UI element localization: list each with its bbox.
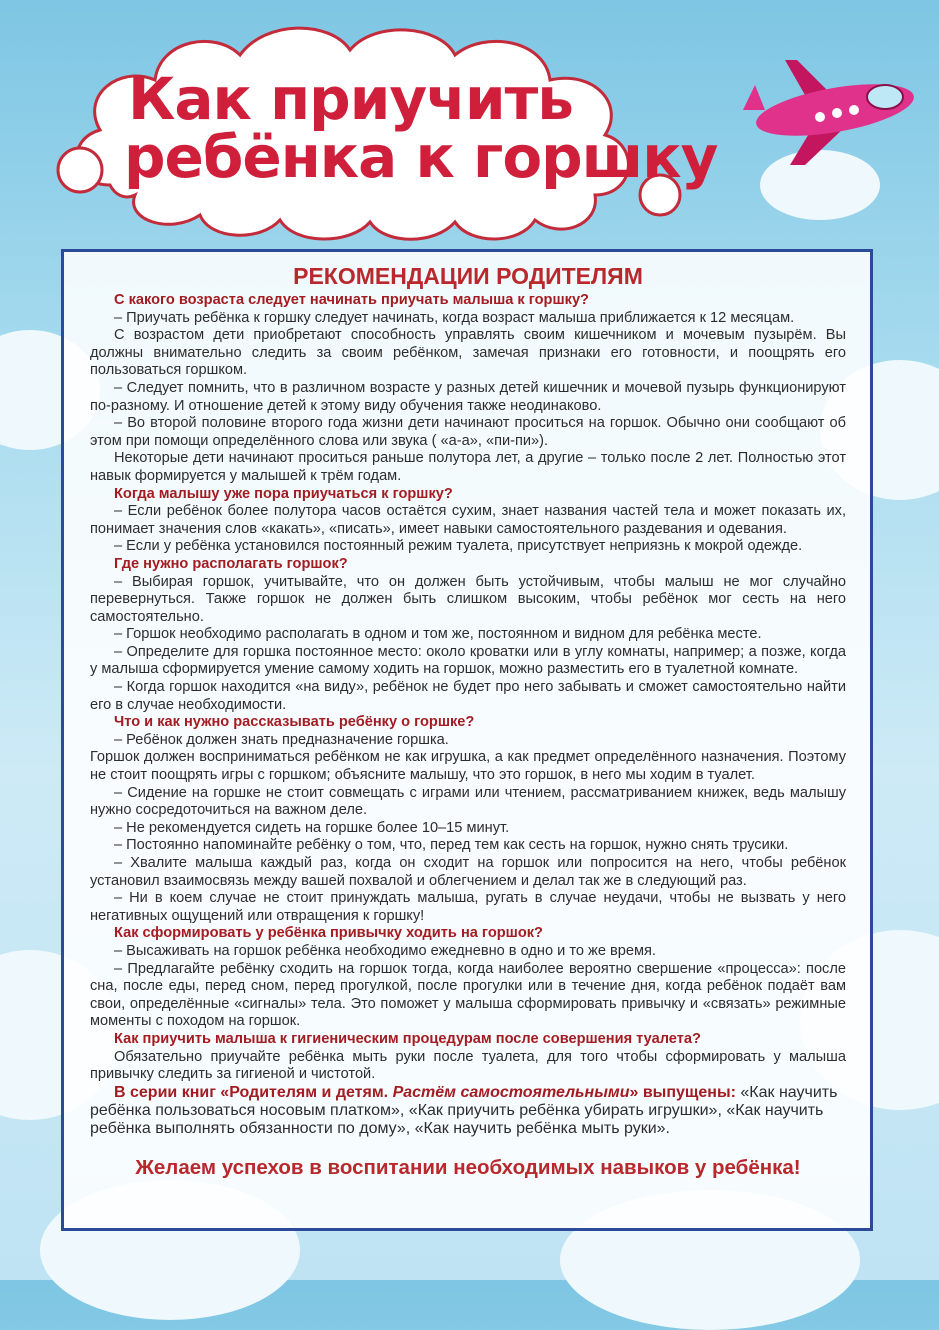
paragraph: – Высаживать на горшок ребёнка необходимо ежедневно в одно и то же время. — [114, 942, 656, 959]
book-series-name: Растём самостоятельными — [392, 1083, 630, 1101]
paragraph: – Предлагайте ребёнку сходить на горшок тогда, когда наиболее вероятно свершение «процесса»: после сна, после еды, перед сном, перед прогулкой, после прогулки или в течение дня, когда ребёнок подаёт вам свои, определённые «сигналы» тела. Это поможет у малыша сформировать привычку и «связать» режимные моменты с походом на горшок. — [90, 960, 846, 1030]
book-series-lead: В серии книг «Родителям и детям. — [114, 1083, 393, 1101]
paragraph: – Следует помнить, что в различном возрасте у разных детей кишечник и мочевой пузырь функционируют по-разному. И отношение детей к этому виду обучения также неодинаково. — [90, 379, 846, 414]
paragraph: – Горшок необходимо располагать в одном и том же, постоянном и видном для ребёнка месте. — [114, 626, 762, 643]
paragraph: – Во второй половине второго года жизни дети начинают проситься на горшок. Обычно они сообщают об этом при помощи определённого слова или звука ( «а-а», «пи-пи»). — [90, 415, 846, 449]
question-heading: Как сформировать у ребёнка привычку ходить на горшок? — [114, 925, 543, 942]
title-line-2: ребёнка к горшку — [124, 123, 718, 191]
question-heading: С какого возраста следует начинать приучать малыша к горшку? — [114, 292, 589, 308]
closing-wish: Желаем успехов в воспитании необходимых навыков у ребёнка! — [135, 1155, 801, 1179]
paragraph: – Выбирая горшок, учитывайте, что он должен быть устойчивым, чтобы малыш не мог случайно перевернуться. Также горшок не должен быть слишком высоким, чтобы ребёнок мог сесть на него самостоятельно. — [90, 573, 846, 625]
paragraph: – Ни в коем случае не стоит принуждать малыша, ругать в случае неудачи, чтобы не вызвать у него негативных ощущений или отвращения к горшку! — [90, 890, 846, 924]
paragraph: – Когда горшок находится «на виду», ребёнок не будет про него забывать и сможет самостоятельно найти его в случае необходимости. — [90, 679, 846, 713]
paragraph: – Хвалите малыша каждый раз, когда он сходит на горшок или попросится на него, чтобы ребёнок установил взаимосвязь между вашей похвалой и облегчением и делал так же в следующий раз. — [90, 855, 846, 889]
question-heading: Где нужно располагать горшок? — [114, 555, 348, 572]
book-series-note — [90, 1084, 846, 1138]
book-series-lead-end: » выпущены: — [629, 1083, 736, 1101]
paragraph: – Приучать ребёнка к горшку следует начинать, когда возраст малыша приближается к 12 месяцам. — [114, 309, 795, 326]
recommendations-text — [90, 292, 846, 1084]
paragraph: Горшок должен восприниматься ребёнком не как игрушка, а как предмет определённого назначения. Поэтому не стоит поощрять игры с горшком; объясните малышу, что это горшок, в него мы ходим в туалет. — [90, 749, 846, 784]
question-heading: Как приучить малыша к гигиеническим процедурам после совершения туалета? — [114, 1030, 701, 1047]
airplane-icon — [735, 55, 925, 175]
question-heading: Когда малышу уже пора приучаться к горшку? — [114, 485, 453, 502]
paragraph: – Сидение на горшке не стоит совмещать с играми или чтением, рассматриванием книжек, ведь малышу нужно сосредоточиться на важном деле. — [90, 784, 846, 819]
title-line-1: Как приучить — [128, 65, 573, 133]
paragraph: – Если ребёнок более полутора часов остаётся сухим, знает названия частей тела и может показать их, понимает значения слов «какать», «писать», имеет навыки самостоятельного раздевания и одевания. — [90, 503, 846, 537]
paragraph: – Постоянно напоминайте ребёнку о том, что, перед тем как сесть на горшок, нужно снять трусики. — [114, 837, 789, 854]
paragraph: – Определите для горшка постоянное место: около кроватки или в углу комнаты, например; а позже, когда у малыша сформируется умение самому ходить на горшок, можно разместить его в туалетной комнате. — [90, 643, 846, 678]
recommendations-panel — [61, 249, 873, 1231]
paragraph: С возрастом дети приобретают способность управлять своим кишечником и мочевым пузырём. Вы должны внимательно следить за своим ребёнком, замечая признаки его готовности, и поощрять его пользоваться горшком. — [90, 327, 846, 379]
paragraph: Некоторые дети начинают проситься раньше полутора лет, а другие – только после 2 лет. Полностью этот навык формируется у малышей к трём годам. — [90, 450, 846, 484]
paragraph: – Ребёнок должен знать предназначение горшка. — [114, 731, 449, 748]
paragraph: Обязательно приучайте ребёнка мыть руки после туалета, для того чтобы сформировать у малыша привычку следить за гигиеной и чистотой. — [90, 1048, 846, 1083]
paragraph: – Если у ребёнка установился постоянный режим туалета, присутствует неприязнь к мокрой одежде. — [114, 538, 803, 555]
paragraph: – Не рекомендуется сидеть на горшке более 10–15 минут. — [114, 819, 510, 836]
page-title — [124, 65, 718, 191]
question-heading: Что и как нужно рассказывать ребёнку о горшке? — [114, 714, 475, 731]
book-titles: «Как научить ребёнка пользоваться носовым платком», «Как приучить ребёнка убирать игрушки», «Как научить ребёнка выполнять обязанности по дому», «Как научить ребёнка мыть руки». — [90, 1083, 838, 1137]
panel-heading: РЕКОМЕНДАЦИИ РОДИТЕЛЯМ — [293, 263, 643, 289]
